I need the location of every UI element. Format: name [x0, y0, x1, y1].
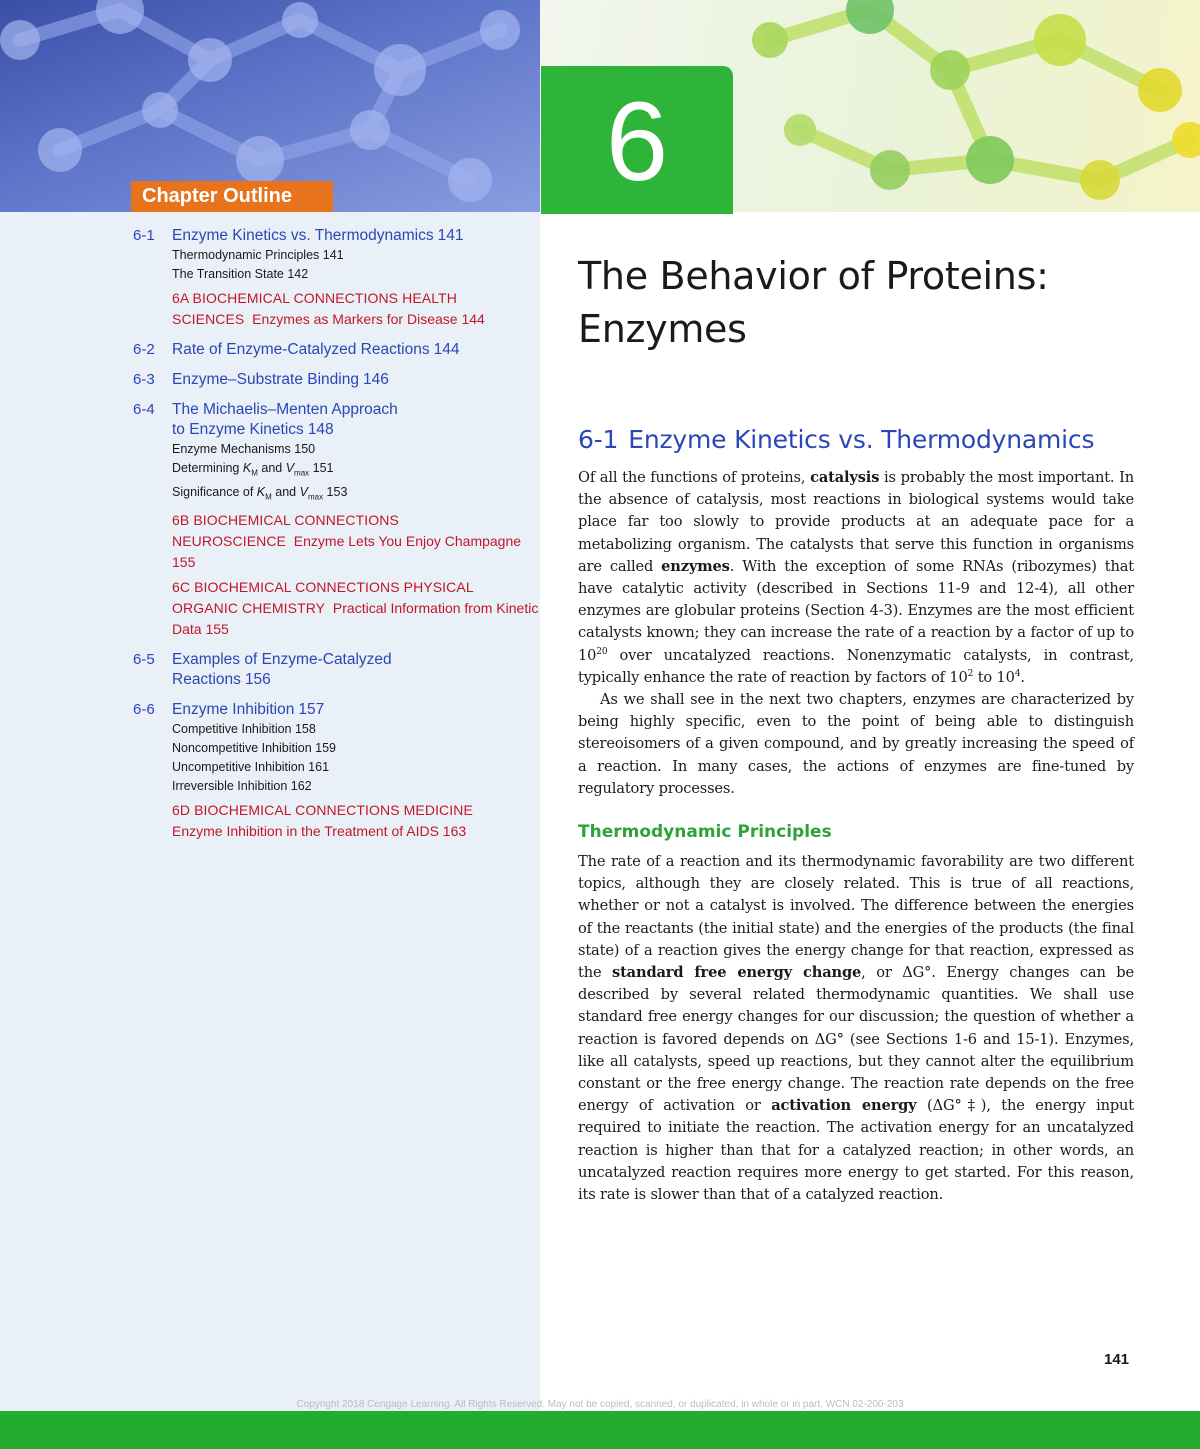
subtopic: Enzyme Mechanisms 150	[172, 442, 316, 456]
outline-entry-6-3[interactable]	[0, 370, 540, 390]
biochemical-connection-6b: 6B BIOCHEMICAL CONNECTIONS NEUROSCIENCE Enzyme Lets You Enjoy Champagne 155	[172, 512, 522, 570]
section-title-line1: The Michaelis–Menten Approach	[172, 401, 398, 418]
subtopic: Noncompetitive Inhibition 159	[172, 741, 336, 755]
subtopic: Competitive Inhibition 158	[172, 722, 316, 736]
section-number: 6-6	[133, 701, 155, 718]
outline-entry-6-4[interactable]	[0, 400, 540, 640]
subtopic: The Transition State 142	[172, 267, 309, 281]
section-title: Enzyme–Substrate Binding 146	[172, 371, 389, 388]
outline-entry-6-5[interactable]	[0, 650, 540, 690]
section-number: 6-4	[133, 401, 155, 418]
biochemical-connection-6d: 6D BIOCHEMICAL CONNECTIONS MEDICINE Enzyme Inhibition in the Treatment of AIDS 163	[172, 802, 473, 839]
subtopic: Uncompetitive Inhibition 161	[172, 760, 330, 774]
chapter-number: 6	[605, 79, 669, 204]
section-number: 6-1	[133, 227, 155, 244]
subtopic: Determining $K_M$ and $V_{max}$ 151	[172, 461, 334, 478]
biochemical-connection-6a: 6A BIOCHEMICAL CONNECTIONS HEALTH SCIENCES Enzymes as Markers for Disease 144	[172, 290, 485, 327]
chapter-title: The Behavior of Proteins: Enzymes	[578, 254, 1049, 351]
subtopic: Significance of $K_M$ and $V_{max}$ 153	[172, 484, 348, 501]
section-title: Enzyme Kinetics vs. Thermodynamics 141	[172, 227, 464, 244]
section-title: Enzyme Inhibition 157	[172, 701, 325, 718]
bottom-color-bar	[0, 1411, 1200, 1449]
section-title-line1: Examples of Enzyme-Catalyzed	[172, 651, 392, 668]
chapter-body	[578, 250, 1134, 1206]
page-number: 141	[1104, 1351, 1130, 1368]
chapter-outline-list	[0, 226, 540, 852]
outline-entry-6-1[interactable]	[0, 226, 540, 330]
subtopic: Irreversible Inhibition 162	[172, 779, 312, 793]
section-title-line2: to Enzyme Kinetics 148	[172, 421, 334, 438]
paragraph-specificity: As we shall see in the next two chapters, enzymes are characterized by being highly specific, even to the point of being able to distinguish stereoisomers of a given compound, and by greatly increasing the speed of a reaction. In many cases, the actions of enzymes are fine-tuned by regulatory processes.	[578, 691, 1134, 797]
section-title-line2: Reactions 156	[172, 671, 271, 688]
biochemical-connection-6c: 6C BIOCHEMICAL CONNECTIONS PHYSICAL ORGANIC CHEMISTRY Practical Information from Kinetic Data 155	[172, 579, 539, 637]
paragraph-thermodynamics: The rate of a reaction and its thermodynamic favorability are two different topics, although they are closely related. This is true of all reactions, whether or not a catalyst is involved. The difference between the energies of the reactants (the initial state) and the energies of the products (the final state) of a reaction gives the energy change for that reaction, expressed as the standard free energy change, or ΔG°. Energy changes can be described by several related thermodynamic quantities. We shall use standard free energy changes for our discussion; the question of whether a reaction is favored depends on ΔG° (see Sections 1-6 and 15-1). Enzymes, like all catalysts, speed up reactions, but they cannot alter the equilibrium constant or the free energy change. The reaction rate depends on the free energy of activation or activation energy (ΔG°‡), the energy input required to initiate the reaction. The activation energy for an uncatalyzed reaction is higher than that for a catalyzed reaction; in other words, an uncatalyzed reaction requires more energy to get started. For this reason, its rate is slower than that of a catalyzed reaction.	[578, 853, 1134, 1204]
chapter-number-box	[541, 66, 733, 214]
outline-entry-6-2[interactable]	[0, 340, 540, 360]
subsection-heading: Thermodynamic Principles	[578, 822, 832, 843]
section-number: 6-3	[133, 371, 155, 388]
section-number: 6-2	[133, 341, 155, 358]
section-title: Rate of Enzyme-Catalyzed Reactions 144	[172, 341, 460, 358]
chapter-outline-header: Chapter Outline	[131, 181, 333, 212]
section-number: 6-5	[133, 651, 155, 668]
copyright-notice: Copyright 2018 Cengage Learning. All Rights Reserved. May not be copied, scanned, or duplicated, in whole or in part. WCN 02-200-203	[296, 1399, 904, 1410]
paragraph-intro: Of all the functions of proteins, catalysis is probably the most important. In the absence of catalysis, most reactions in biological systems would take place far too slowly to provide products at an adequate pace for a metabolizing organism. The catalysts that serve this function in organisms are called enzymes. With the exception of some RNAs (ribozymes) that have catalytic activity (described in Sections 11-9 and 12-4), all other enzymes are globular proteins (Section 4-3). Enzymes are the most efficient catalysts known; they can increase the rate of a reaction by a factor of up to $10^{20}$ over uncatalyzed reactions. Nonenzymatic catalysts, in contrast, typically enhance the rate of reaction by factors of $10^2$ to $10^4$.	[578, 469, 1135, 686]
section-heading: 6-1 Enzyme Kinetics vs. Thermodynamics	[578, 425, 1095, 454]
subtopic: Thermodynamic Principles 141	[172, 248, 344, 262]
outline-entry-6-6[interactable]	[0, 700, 540, 842]
